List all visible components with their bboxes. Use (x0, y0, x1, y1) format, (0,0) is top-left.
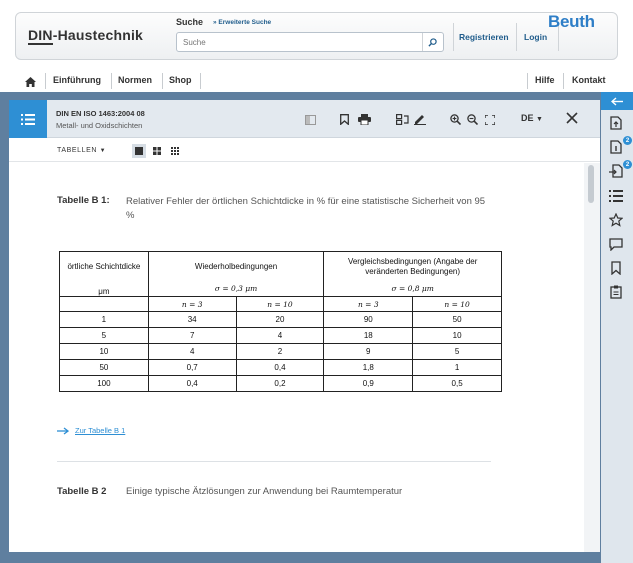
single-view-icon (135, 147, 143, 155)
table-row (60, 376, 502, 392)
document-export-icon[interactable] (609, 116, 623, 135)
zoom-in-icon[interactable] (450, 112, 461, 130)
caret-down-icon: ▼ (99, 148, 107, 154)
logo-suffix: -Haustechnik (52, 27, 144, 43)
document-info-icon[interactable] (609, 137, 630, 159)
bookmark-icon[interactable] (340, 112, 349, 130)
table-subheader: n = 10 (236, 297, 324, 312)
bookmark-sidebar-icon[interactable] (609, 261, 623, 280)
table-cell: 1 (60, 312, 149, 328)
table-subheader: n = 3 (324, 297, 413, 312)
table-cell (60, 297, 149, 312)
viewer-toolbar (9, 100, 600, 138)
table-cell: 4 (236, 328, 324, 344)
search-label: Suche (176, 17, 204, 27)
table-cell: 50 (413, 312, 502, 328)
home-icon[interactable] (25, 74, 36, 92)
table-row (60, 360, 502, 376)
annotate-pencil-icon[interactable] (414, 112, 426, 130)
table-b1-title: Relativer Fehler der örtlichen Schichtdicke in % für eine statistische Sicherheit von 95 % (126, 196, 486, 221)
close-icon (566, 112, 578, 124)
view-single-button[interactable] (132, 144, 146, 158)
table-cell: 0,5 (413, 376, 502, 392)
toggle-panel-icon[interactable] (305, 112, 316, 130)
nav-hilfe[interactable]: Hilfe (535, 75, 555, 85)
nav-separator (111, 73, 112, 89)
table-b2-title: Einige typische Ätzlösungen zur Anwendung bei Raumtemperatur (126, 486, 403, 497)
search-input[interactable] (176, 32, 444, 52)
table-cell: 18 (324, 328, 413, 344)
caret-down-icon: ▼ (536, 116, 543, 123)
table-cell: 5 (60, 328, 149, 344)
clipboard-icon[interactable] (609, 285, 623, 304)
table-header-thickness (60, 252, 149, 297)
table-row (60, 344, 502, 360)
table-subheader: n = 3 (148, 297, 236, 312)
logo-prefix: DIN (28, 27, 53, 43)
collapse-sidebar-button[interactable] (601, 92, 633, 110)
table-cell: 10 (413, 328, 502, 344)
table-cell: 50 (60, 360, 149, 376)
header-separator (453, 23, 454, 51)
table-cell: 90 (324, 312, 413, 328)
beuth-logo[interactable]: Beuth (548, 12, 595, 31)
table-subheader: n = 10 (413, 297, 502, 312)
table-cell: 4 (148, 344, 236, 360)
section-bar (9, 138, 600, 162)
document-viewer (9, 100, 600, 552)
section-dropdown[interactable] (57, 147, 106, 154)
main-nav (15, 70, 618, 92)
din-haustechnik-logo[interactable] (28, 27, 143, 43)
nav-shop[interactable]: Shop (169, 75, 192, 85)
table-cell: 100 (60, 376, 149, 392)
sigma-compare: σ = 0,8 μm (324, 281, 502, 296)
table-b1-link-text[interactable]: Zur Tabelle B 1 (75, 426, 126, 435)
scrollbar[interactable] (584, 163, 600, 552)
table-cell: 0,2 (236, 376, 324, 392)
grid-9-icon (171, 147, 179, 155)
table-cell: 1 (413, 360, 502, 376)
table-cell: 10 (60, 344, 149, 360)
notification-badge: 2 (623, 160, 632, 169)
zoom-out-icon[interactable] (467, 112, 478, 130)
table-header-repeat: Wiederholbedingungen (148, 252, 324, 282)
list-check-icon[interactable] (609, 189, 623, 207)
table-cell: 0,4 (148, 376, 236, 392)
notification-badge: 2 (623, 136, 632, 145)
table-b2-label: Tabelle B 2 (57, 486, 107, 497)
nav-separator (162, 73, 163, 89)
language-dropdown[interactable] (521, 113, 543, 123)
compare-versions-icon[interactable] (396, 112, 409, 130)
section-label: TABELLEN (57, 147, 98, 154)
thickness-unit: μm (98, 287, 110, 296)
nav-separator (45, 73, 46, 89)
close-viewer-button[interactable] (566, 111, 578, 129)
table-cell: 0,7 (148, 360, 236, 376)
nav-kontakt[interactable]: Kontakt (572, 75, 606, 85)
table-cell: 0,9 (324, 376, 413, 392)
register-link[interactable]: Registrieren (459, 32, 509, 42)
print-icon[interactable] (358, 112, 371, 130)
header-box (15, 12, 618, 60)
right-sidebar (601, 92, 633, 563)
login-link[interactable]: Login (524, 32, 548, 42)
table-b1-link[interactable] (57, 426, 125, 435)
error-table (59, 251, 502, 392)
search-icon (428, 38, 437, 47)
table-cell: 2 (236, 344, 324, 360)
table-cell: 20 (236, 312, 324, 328)
table-cell: 9 (324, 344, 413, 360)
section-divider (57, 461, 491, 462)
advanced-search-link[interactable]: » Erweiterte Suche (213, 19, 272, 26)
view-grid4-button[interactable] (150, 144, 164, 158)
view-grid9-button[interactable] (168, 144, 182, 158)
grid-4-icon (153, 147, 161, 155)
arrow-right-icon (57, 427, 69, 435)
thickness-header-text: örtliche Schichtdicke (67, 262, 141, 271)
table-cell: 0,4 (236, 360, 324, 376)
document-subtitle: Metall- und Oxidschichten (56, 121, 143, 130)
fullscreen-icon[interactable] (485, 112, 495, 130)
table-cell: 7 (148, 328, 236, 344)
star-icon[interactable] (609, 213, 623, 232)
table-cell: 34 (148, 312, 236, 328)
sigma-repeat: σ = 0,3 μm (148, 281, 324, 296)
nav-normen[interactable]: Normen (118, 75, 153, 85)
table-cell: 1,8 (324, 360, 413, 376)
table-b1-label: Tabelle B 1: (57, 195, 110, 206)
table-header-compare: Vergleichsbedingungen (Angabe der veränderten Bedingungen) (324, 252, 502, 282)
list-icon (21, 114, 35, 125)
arrow-left-icon (611, 97, 623, 106)
nav-separator (200, 73, 201, 89)
table-row (60, 312, 502, 328)
table-row (60, 328, 502, 344)
document-content (9, 163, 584, 552)
document-id: DIN EN ISO 1463:2004 08 (56, 109, 145, 118)
search-button[interactable] (422, 33, 442, 51)
language-label: DE (521, 113, 534, 123)
comment-icon[interactable] (609, 237, 623, 256)
nav-einfuehrung[interactable]: Einführung (53, 75, 101, 85)
scrollbar-thumb[interactable] (588, 165, 594, 203)
nav-separator (527, 73, 528, 89)
header-separator (516, 23, 517, 51)
toc-button[interactable] (9, 100, 47, 138)
nav-separator (563, 73, 564, 89)
document-send-icon[interactable] (609, 161, 630, 183)
table-cell: 5 (413, 344, 502, 360)
